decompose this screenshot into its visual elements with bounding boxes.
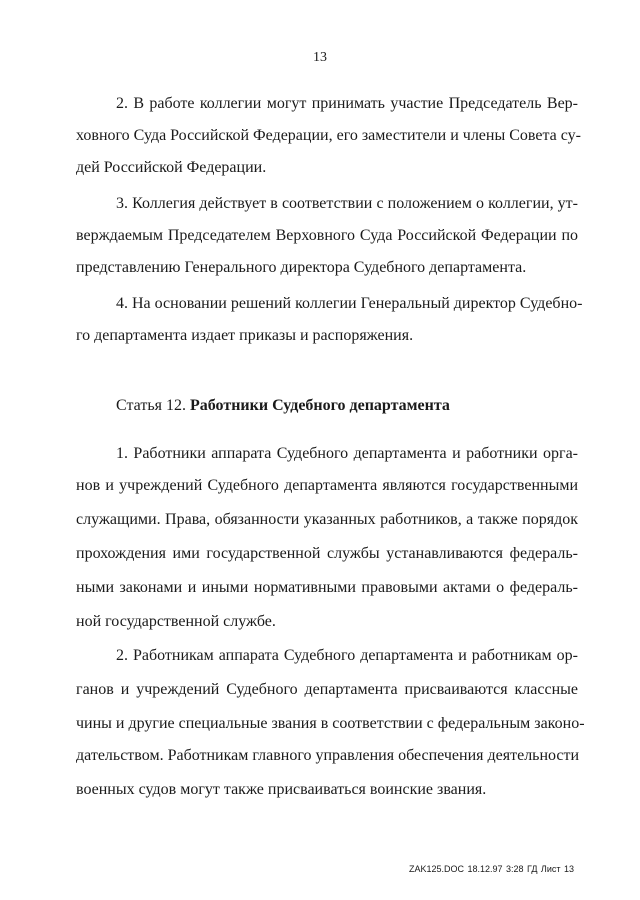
paragraph-line: ховного Суда Российской Федерации, его заместители и члены Совета су- [76,127,581,144]
article-heading [116,396,450,416]
paragraph-line: 4. На основании решений коллегии Генеральный директор Судебно- [116,295,583,312]
paragraph-line: нов и учреждений Судебного департамента являются государственными [76,477,578,494]
paragraph-line: 1. Работники аппарата Судебного департамента и работники орга- [116,445,578,462]
paragraph-line: чины и другие специальные звания в соответствии с федеральным законо- [76,715,585,732]
paragraph-line: 2. Работникам аппарата Судебного департамента и работникам ор- [116,647,578,664]
paragraph-line: прохождения ими государственной службы устанавливаются федераль- [76,545,578,562]
paragraph-line: ными законами и иными нормативными правовыми актами о федераль- [76,579,578,596]
paragraph-line: ганов и учреждений Судебного департамента присваиваются классные [76,681,578,698]
paragraph-line: 3. Коллегия действует в соответствии с положением о коллегии, ут- [116,195,578,212]
article-number: Статья 12. [116,397,186,414]
paragraph-line: 2. В работе коллегии могут принимать участие Председатель Вер- [116,95,578,112]
document-footer: ZAK125.DOC 18.12.97 3:28 ГД Лист 13 [408,864,574,874]
page-number: 13 [313,50,327,65]
paragraph-line: представлению Генерального директора Судебного департамента. [76,259,527,276]
article-title: Работники Судебного департамента [189,397,450,414]
paragraph-line: дательством. Работникам главного управления обеспечения деятельности [76,747,580,764]
paragraph-line: дей Российской Федерации. [76,159,267,176]
paragraph-line: служащими. Права, обязанности указанных работников, а также порядок [76,511,578,528]
paragraph-line: верждаемым Председателем Верховного Суда Российской Федерации по [76,227,578,244]
paragraph-line: военных судов могут также присваиваться воинские звания. [76,781,487,798]
paragraph-line: го департамента издает приказы и распоряжения. [76,327,414,344]
paragraph-line: ной государственной службе. [76,613,276,630]
